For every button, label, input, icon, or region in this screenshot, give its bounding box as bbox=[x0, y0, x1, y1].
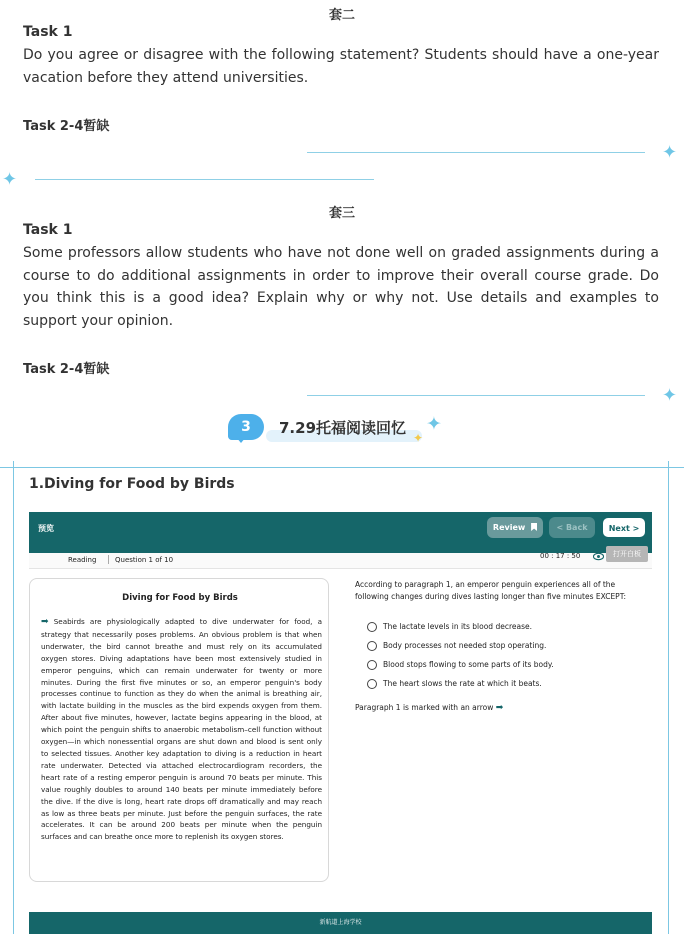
passage-text: Seabirds are physiologically adapted to dive underwater for food, a strategy that necessarily poses problems. An obvious problem is that when underwater, the bird cannot breathe and must rely on its accumulated oxygen stores. Diving adaptations have been most extensively studied in emperor penguins, which can remain underwater for twenty or more minutes. During the first five minutes or so, an emperor penguin's body processes continue to function as they do when the animal is breathing air, with lactate building in the muscles as the bird expends oxygen from them. After about five minutes, however, lactate begins appearing in the blood, at which point the penguin shifts to anaerobic metabolism–cell function without oxygen—in which nonessential organs are shut down and blood is sent only to selected tissues. Another key adaptation to diving is a reduction in heart rate underwater. Detected via attached electrocardiogram recorders, the heart rate of a resting emperor penguin is around 70 beats per minute. This value roughly doubles to around 140 beats per minute immediately before the dive. If the dive is long, heart rate drops off dramatically and may reach as low as three beats per minute. Just before the penguin surfaces, the rate accelerates. It can be around 200 beats per minute when the penguin surfaces and can breathe once more to replenish its oxygen stores. bbox=[41, 617, 322, 842]
divider-line bbox=[307, 152, 645, 153]
set3-task1-label: Task 1 bbox=[23, 222, 73, 238]
paragraph-note-text: Paragraph 1 is marked with an arrow bbox=[355, 703, 494, 712]
divider-line bbox=[35, 179, 374, 180]
subbar-separator bbox=[108, 555, 109, 564]
footer-bar: 新航道上海学校 bbox=[29, 912, 652, 934]
radio-button[interactable] bbox=[367, 641, 377, 651]
set2-title: 套二 bbox=[328, 8, 355, 23]
eye-icon[interactable] bbox=[593, 551, 604, 562]
arrow-icon: ➡ bbox=[495, 703, 504, 713]
sparkle-icon: ✦ bbox=[2, 169, 18, 190]
question-counter: Question 1 of 10 bbox=[115, 556, 174, 564]
paragraph-note bbox=[355, 703, 503, 713]
preview-label: 预览 bbox=[38, 524, 54, 533]
radio-button[interactable] bbox=[367, 622, 377, 632]
question-text: According to paragraph 1, an emperor penguin experiences all of the following changes during dives lasting longer than five minutes EXCEPT: bbox=[355, 580, 626, 601]
divider-line bbox=[307, 395, 645, 396]
whiteboard-button[interactable]: 打开白板 bbox=[606, 546, 648, 562]
set3-task1-text: Some professors allow students who have not done well on graded assignments during a course to do additional assignments in order to improve their overall course grade. Do you think this is a good idea? Explain why or why not. Use details and examples to support your opinion. bbox=[23, 245, 659, 329]
set3-task24-label: Task 2-4暂缺 bbox=[23, 362, 110, 377]
set3-title: 套三 bbox=[328, 206, 355, 221]
option-label: The lactate levels in its blood decrease. bbox=[383, 622, 532, 631]
radio-button[interactable] bbox=[367, 660, 377, 670]
test-toolbar bbox=[29, 512, 652, 553]
sparkle-icon: ✦ bbox=[662, 142, 678, 163]
radio-button[interactable] bbox=[367, 679, 377, 689]
passage-panel bbox=[29, 578, 329, 882]
paragraph-arrow-icon: ➡ bbox=[41, 617, 49, 627]
passage-paragraph bbox=[41, 616, 322, 843]
passage-title: Diving for Food by Birds bbox=[122, 593, 238, 603]
sparkle-icon: ✦ bbox=[662, 385, 678, 406]
set2-task1-label: Task 1 bbox=[23, 24, 73, 40]
option-label: The heart slows the rate at which it beats. bbox=[383, 679, 542, 688]
badge-tail bbox=[236, 437, 246, 443]
reading-label: Reading bbox=[68, 556, 97, 564]
set2-task1-text: Do you agree or disagree with the following statement? Students should have a one-year vacation before they attend universities. bbox=[23, 47, 659, 86]
sparkle-small-icon: ✦ bbox=[413, 431, 424, 445]
review-label: Review bbox=[492, 523, 526, 532]
article-title: 1.Diving for Food by Birds bbox=[29, 476, 235, 492]
option-label: Body processes not needed stop operating. bbox=[383, 641, 547, 650]
frame-border-right bbox=[668, 461, 669, 934]
bookmark-icon bbox=[531, 523, 537, 531]
section-heading: 7.29托福阅读回忆 bbox=[279, 419, 407, 437]
sparkle-icon: ✦ bbox=[426, 413, 442, 435]
frame-border-left bbox=[13, 461, 14, 934]
review-button[interactable] bbox=[487, 517, 543, 538]
next-button[interactable]: Next > bbox=[602, 517, 646, 538]
set2-task24-label: Task 2-4暂缺 bbox=[23, 119, 110, 134]
option-label: Blood stops flowing to some parts of its body. bbox=[383, 660, 554, 669]
frame-border-top bbox=[0, 467, 684, 468]
timer: 00 : 17 : 50 bbox=[540, 552, 581, 560]
section-number-badge: 3 bbox=[228, 414, 264, 440]
back-button[interactable]: < Back bbox=[549, 517, 595, 538]
